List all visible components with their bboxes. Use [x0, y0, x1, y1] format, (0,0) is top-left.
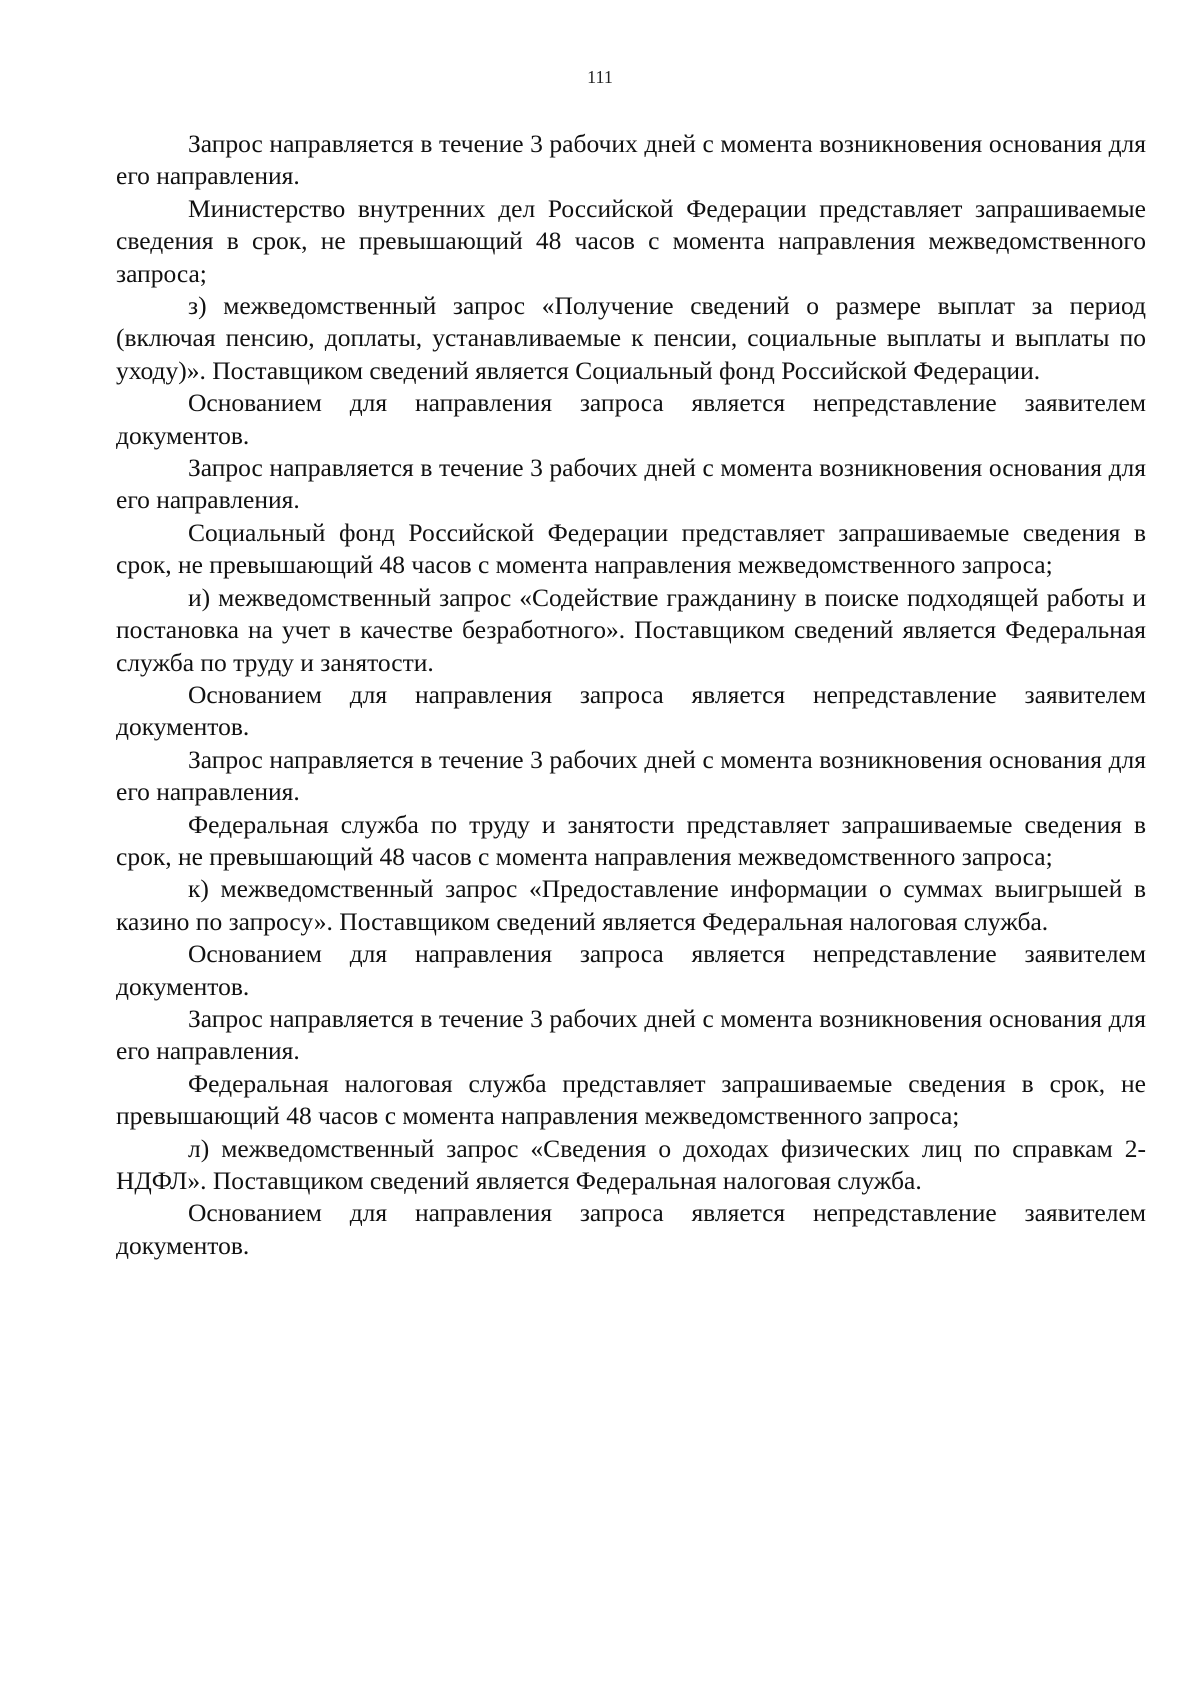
paragraph-sfr-response: Социальный фонд Российской Федерации представляет запрашиваемые сведения в срок, не превышающий 48 часов с момента направления межведомственного запроса; [116, 517, 1146, 580]
paragraph-basis: Основанием для направления запроса является непредставление заявителем документов. [116, 1198, 1146, 1260]
paragraph-basis: Основанием для направления запроса является непредставление заявителем документов. [116, 388, 1146, 450]
paragraph-rostrud-response: Федеральная служба по труду и занятости представляет запрашиваемые сведения в срок, не превышающий 48 часов с момента направления межведомственного запроса; [116, 809, 1146, 871]
paragraph-request-timing: Запрос направляется в течение 3 рабочих дней с момента возникновения основания для его направления. [116, 744, 1146, 807]
paragraph-request-timing: Запрос направляется в течение 3 рабочих дней с момента возникновения основания для его направления. [116, 453, 1146, 515]
document-body [116, 128, 1146, 1262]
paragraph-item-l: л) межведомственный запрос «Сведения о доходах физических лиц по справкам 2-НДФЛ». Поставщиком сведений является Федеральная налоговая служба. [116, 1133, 1146, 1195]
paragraph-item-i: и) межведомственный запрос «Содействие гражданину в поиске подходящей работы и постановка на учет в качестве безработного». Поставщиком сведений является Федеральная служба по труду и занятости. [116, 582, 1146, 677]
paragraph-item-k: к) межведомственный запрос «Предоставление информации о суммах выигрышей в казино по запросу». Поставщиком сведений является Федеральная налоговая служба. [116, 874, 1146, 936]
page-number: 111 [587, 67, 613, 87]
paragraph-request-timing: Запрос направляется в течение 3 рабочих дней с момента возникновения основания для его направления. [116, 129, 1146, 191]
paragraph-item-z: з) межведомственный запрос «Получение сведений о размере выплат за период (включая пенсию, доплаты, устанавливаемые к пенсии, социальные выплаты и выплаты по уходу)». Поставщиком сведений является Социальный фонд Российской Федерации. [116, 291, 1146, 385]
paragraph-basis: Основанием для направления запроса является непредставление заявителем документов. [116, 679, 1146, 742]
paragraph-request-timing: Запрос направляется в течение 3 рабочих дней с момента возникновения основания для его направления. [116, 1003, 1146, 1066]
paragraph-mvd-response: Министерство внутренних дел Российской Федерации представляет запрашиваемые сведения в срок, не превышающий 48 часов с момента направления межведомственного запроса; [116, 193, 1146, 288]
paragraph-basis: Основанием для направления запроса является непредставление заявителем документов. [116, 939, 1146, 1001]
paragraph-fns-response: Федеральная налоговая служба представляет запрашиваемые сведения в срок, не превышающий 48 часов с момента направления межведомственного запроса; [116, 1068, 1146, 1131]
